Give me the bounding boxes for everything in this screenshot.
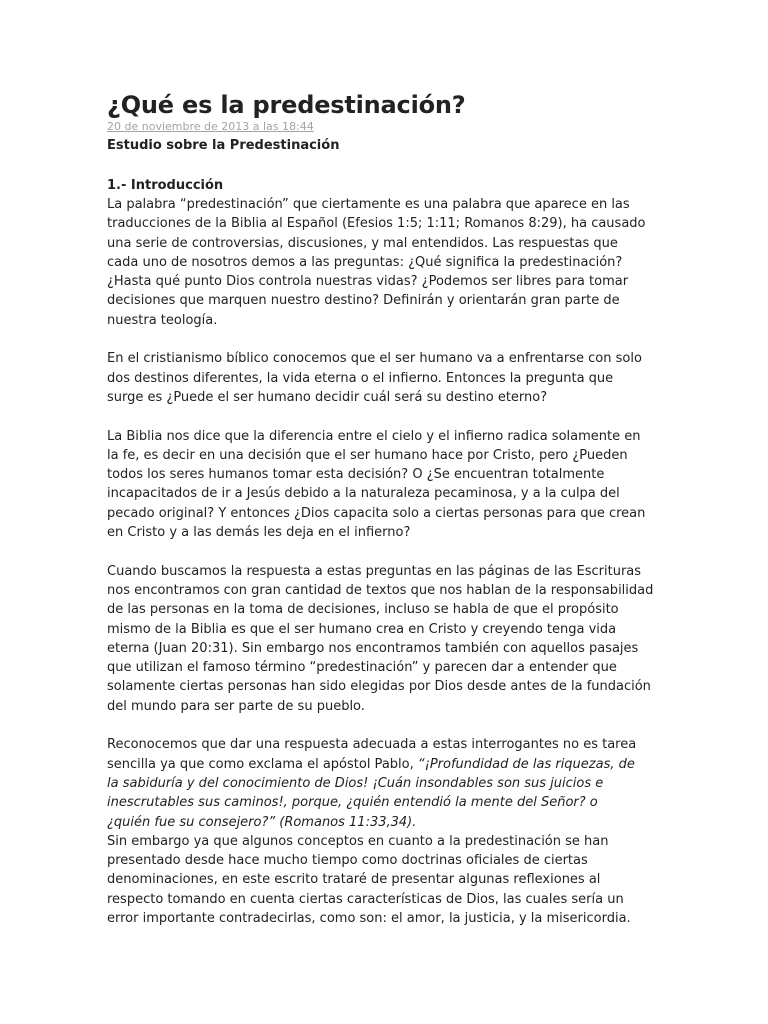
- paragraph-4: Cuando buscamos la respuesta a estas preguntas en las páginas de las Escrituras nos encontramos con gran cantidad de textos que nos hablan de la responsabilidad de las personas en la toma de decisiones, incluso se habla de que el propósito mismo de la Biblia es que el ser humano crea en Cristo y creyendo tenga vida eterna (Juan 20:31). Sin embargo nos encontramos también con aquellos pasajes que utilizan el famoso término “predestinación” y parecen dar a entender que solamente ciertas personas han sido elegidas por Dios desde antes de la fundación del mundo para ser parte de su pueblo.: [107, 563, 654, 714]
- paragraph-2: En el cristianismo bíblico conocemos que el ser humano va a enfrentarse con solo dos destinos diferentes, la vida eterna o el infierno. Entonces la pregunta que surge es ¿Puede el ser humano decidir cuál será su destino eterno?: [107, 351, 642, 405]
- section-heading-introduction: 1.- Introducción: [107, 178, 224, 193]
- paragraph-5-intro: Reconocemos que dar una respuesta adecuada a estas interrogantes no es tarea sencilla ya que como exclama el apóstol Pablo,: [107, 737, 637, 772]
- page-title: ¿Qué es la predestinación?: [107, 91, 466, 119]
- date-link[interactable]: 20 de noviembre de 2013 a las 18:44: [107, 120, 314, 133]
- bible-quote-romans: “¡Profundidad de las riquezas, de la sabiduría y del conocimiento de Dios! ¡Cuán insondables son sus juicios e inescrutables sus caminos!, porque, ¿quién entendió la mente del Señor? o ¿quién fue su consejero?” (Romanos 11:33,34).: [107, 756, 635, 830]
- paragraph-5-rest: Sin embargo ya que algunos conceptos en cuanto a la predestinación se han presentado desde hace mucho tiempo como doctrinas oficiales de ciertas denominaciones, en este escrito trataré de presentar algunas reflexiones al respecto tomando en cuenta ciertas características de Dios, las cuales sería un error importante contradecirlas, como son: el amor, la justicia, y la misericordia.: [107, 833, 631, 926]
- paragraph-1: La palabra “predestinación” que ciertamente es una palabra que aparece en las traducciones de la Biblia al Español (Efesios 1:5; 1:11; Romanos 8:29), ha causado una serie de controversias, discusiones, y mal entendidos. Las respuestas que cada uno de nosotros demos a las preguntas: ¿Qué significa la predestinación? ¿Hasta qué punto Dios controla nuestras vidas? ¿Podemos ser libres para tomar decisiones que marquen nuestro destino? Definirán y orientarán gran parte de nuestra teología.: [107, 197, 646, 328]
- document-subtitle: Estudio sobre la Predestinación: [107, 138, 340, 153]
- paragraph-3: La Biblia nos dice que la diferencia entre el cielo y el infierno radica solamente en la fe, es decir en una decisión que el ser humano hace por Cristo, pero ¿Pueden todos los seres humanos tomar esta decisión? O ¿Se encuentran totalmente incapacitados de ir a Jesús debido a la naturaleza pecaminosa, y a la culpa del pecado original? Y entonces ¿Dios capacita solo a ciertas personas para que crean en Cristo y a las demás les deja en el infierno?: [107, 428, 646, 541]
- paragraph-5: [107, 735, 667, 928]
- document-page: [107, 90, 667, 928]
